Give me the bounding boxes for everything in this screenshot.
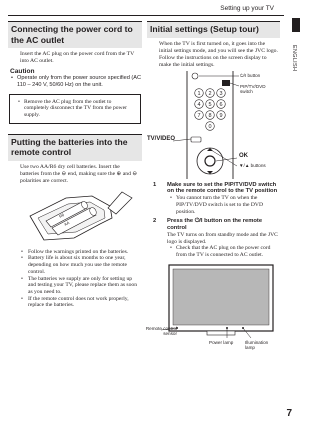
arrow-buttons-label: ▼/▲ buttons: [239, 162, 266, 168]
tv-video-button-icon[interactable]: [191, 137, 201, 142]
language-label: ENGLISH: [291, 45, 297, 72]
step-body: The TV turns on from standby mode and the JVC logo is displayed.: [167, 231, 278, 245]
number-key-label: 9: [219, 112, 223, 119]
svg-text:R6: R6: [58, 211, 65, 219]
step-1: [147, 182, 280, 216]
note-box: [9, 94, 141, 124]
battery-notes: [8, 249, 142, 309]
batteries-body: Use two AA/R6 dry cell batteries. Insert the batteries from the ⊖ end, making sure the ⊕ and ⊖ polarities are correct.: [20, 163, 138, 184]
step-number: 2: [153, 218, 157, 225]
power-button-label: ⏻/I button: [240, 72, 261, 78]
caution-item: • Operate only from the power source specified (AC 110 – 240 V, 50/60 Hz) on the unit.: [11, 75, 142, 88]
list-item: • The batteries we supply are only for setting up and testing your TV, please replace them as soon as you need to.: [21, 275, 137, 295]
section-title-ac-outlet: Connecting the power cord to the AC outlet: [8, 21, 142, 48]
ac-outlet-body: Insert the AC plug on the power cord from the TV into AC outlet.: [20, 51, 135, 64]
battery-illustration: [8, 188, 142, 246]
step-title: Press the ⏻/I button on the remote control: [167, 218, 263, 231]
remote-figure: [147, 71, 280, 179]
side-tab-marker: [292, 18, 300, 32]
number-key-label: 7: [197, 112, 201, 119]
list-item: • Battery life is about six months to one year, depending on how much you use the remote control.: [21, 255, 127, 275]
number-key-label: 8: [208, 112, 212, 119]
step-title: Make sure to set the PIP/TV/DVD switch on the remote control to the TV position: [167, 181, 278, 195]
tv-video-label: TV/VIDEO: [147, 135, 176, 142]
tv-screen: [173, 269, 269, 325]
list-item: • If the remote control does not work properly, replace the batteries.: [21, 295, 129, 309]
number-key-label: 5: [208, 101, 212, 108]
pip-switch-label: PIP/TV/DVD switch: [240, 83, 266, 94]
right-column: [147, 21, 280, 351]
ok-button-icon[interactable]: [205, 156, 215, 166]
tv-figure: [147, 263, 280, 351]
power-lamp-label: Power lamp: [209, 339, 234, 345]
number-key-label: 3: [219, 90, 223, 97]
number-key-label: 6: [219, 101, 223, 108]
number-keypad: [195, 88, 226, 130]
number-key-label: 1: [197, 90, 201, 97]
setup-body: When the TV is first turned on, it goes into the initial settings mode, and you will see the JVC logo. Follow the instructions on the screen display to make the initial settings.: [159, 40, 278, 68]
page-header-title: Setting up your TV: [220, 5, 274, 12]
section-title-batteries: Putting the batteries into the remote control: [8, 134, 142, 161]
number-key-label: 2: [208, 90, 212, 97]
step-note: • You cannot turn the TV on when the PIP/TV/DVD switch is set to the DVD position.: [170, 195, 264, 215]
pip-switch-icon[interactable]: [222, 80, 230, 86]
header-rule: [8, 15, 284, 16]
section-title-setup-tour: Initial settings (Setup tour): [147, 21, 280, 38]
sensor-label: Remote control sensor: [145, 325, 177, 336]
tv-stand: [207, 331, 235, 335]
ok-label: OK: [239, 152, 248, 159]
number-key-label: 0: [208, 123, 212, 130]
illumination-label: Illumination lamp: [245, 339, 269, 350]
list-item: • Follow the warnings printed on the batteries.: [21, 248, 129, 255]
step-number: 1: [153, 181, 157, 188]
step-2: [147, 218, 280, 258]
page-number: 7: [286, 408, 292, 419]
left-column: [8, 21, 142, 309]
tv-illustration: [147, 263, 280, 351]
power-button-icon[interactable]: [192, 73, 198, 79]
note-item: • Remove the AC plug from the outlet to completely disconnect the TV from the power supply.: [18, 98, 127, 118]
number-key-label: 4: [197, 101, 201, 108]
svg-text:AA: AA: [63, 219, 71, 227]
caution-heading: Caution: [10, 68, 35, 75]
step-note: • Check that the AC plug on the power cord from the TV is connected to AC outlet.: [170, 245, 271, 258]
